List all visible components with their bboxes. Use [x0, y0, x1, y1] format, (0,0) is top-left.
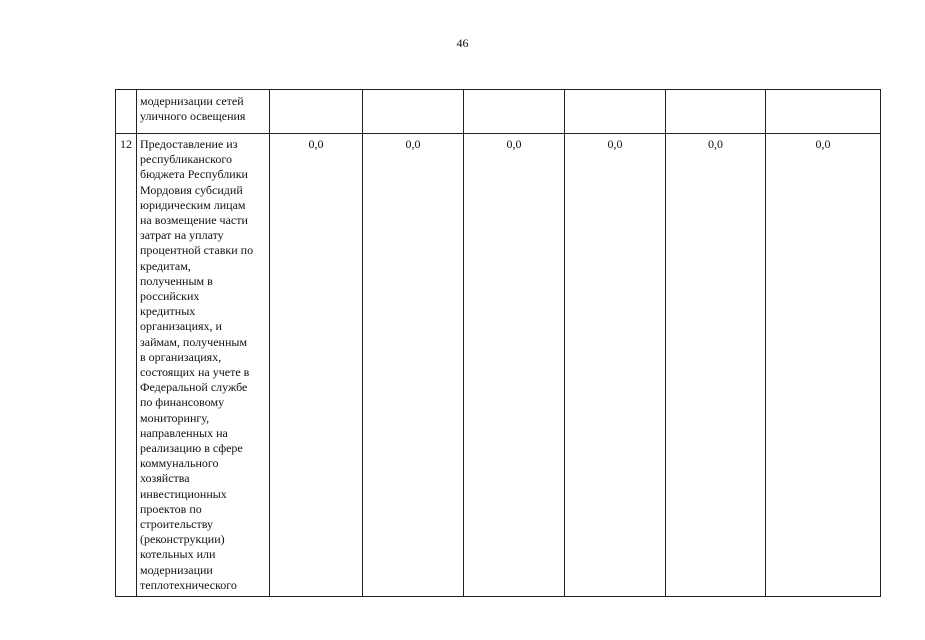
name-line: Мордовия субсидий	[140, 182, 243, 197]
name-line: бюджета Республики	[140, 167, 248, 182]
name-line: инвестиционных	[140, 486, 227, 501]
page-number: 46	[456, 36, 469, 50]
name-line: проектов по	[140, 501, 202, 516]
value-cell	[464, 90, 565, 134]
name-line: мониторингу,	[140, 410, 210, 425]
name-line: российских	[140, 289, 200, 304]
name-line: реализацию в сфере	[140, 441, 243, 456]
row-number-cell: 12	[116, 134, 137, 597]
name-line: республиканского	[140, 152, 232, 167]
name-line: юридическим лицам	[140, 197, 246, 212]
value-cell	[363, 90, 464, 134]
value-cell	[270, 90, 363, 134]
value-cell	[666, 90, 766, 134]
name-line: в организациях,	[140, 349, 222, 364]
name-line: котельных или	[140, 547, 216, 562]
value-cell: 0,0	[464, 134, 565, 597]
name-line: модернизации	[140, 562, 213, 577]
table-row-continuation	[116, 90, 881, 134]
name-line: модернизации сетей	[140, 94, 244, 108]
name-line: затрат на уплату	[140, 228, 224, 243]
name-line: кредитам,	[140, 258, 191, 273]
budget-table	[115, 89, 881, 597]
name-line: организациях, и	[140, 319, 222, 334]
row-name-cell	[137, 90, 270, 134]
name-line: (реконструкции)	[140, 532, 225, 547]
name-line: уличного освещения	[140, 109, 246, 124]
name-line: состоящих на учете в	[140, 365, 250, 380]
name-line: на возмещение части	[140, 213, 248, 228]
name-line: теплотехнического	[140, 577, 237, 592]
value-cell: 0,0	[363, 134, 464, 597]
name-line: коммунального	[140, 456, 219, 471]
name-line: Федеральной службе	[140, 380, 248, 395]
value-cell: 0,0	[565, 134, 666, 597]
name-line: хозяйства	[140, 471, 190, 486]
value-cell	[565, 90, 666, 134]
value-cell: 0,0	[766, 134, 881, 597]
name-line: кредитных	[140, 304, 196, 319]
name-line: направленных на	[140, 425, 228, 440]
row-name-cell	[137, 134, 270, 597]
row-number-cell	[116, 90, 137, 134]
name-line: полученным в	[140, 273, 213, 288]
name-line: Предоставление из	[140, 137, 238, 151]
name-line: процентной ставки по	[140, 243, 254, 258]
value-cell: 0,0	[270, 134, 363, 597]
name-line: по финансовому	[140, 395, 225, 410]
table-row-12	[116, 134, 881, 597]
name-line: займам, полученным	[140, 334, 248, 349]
name-line: строительству	[140, 517, 213, 532]
value-cell: 0,0	[666, 134, 766, 597]
value-cell	[766, 90, 881, 134]
